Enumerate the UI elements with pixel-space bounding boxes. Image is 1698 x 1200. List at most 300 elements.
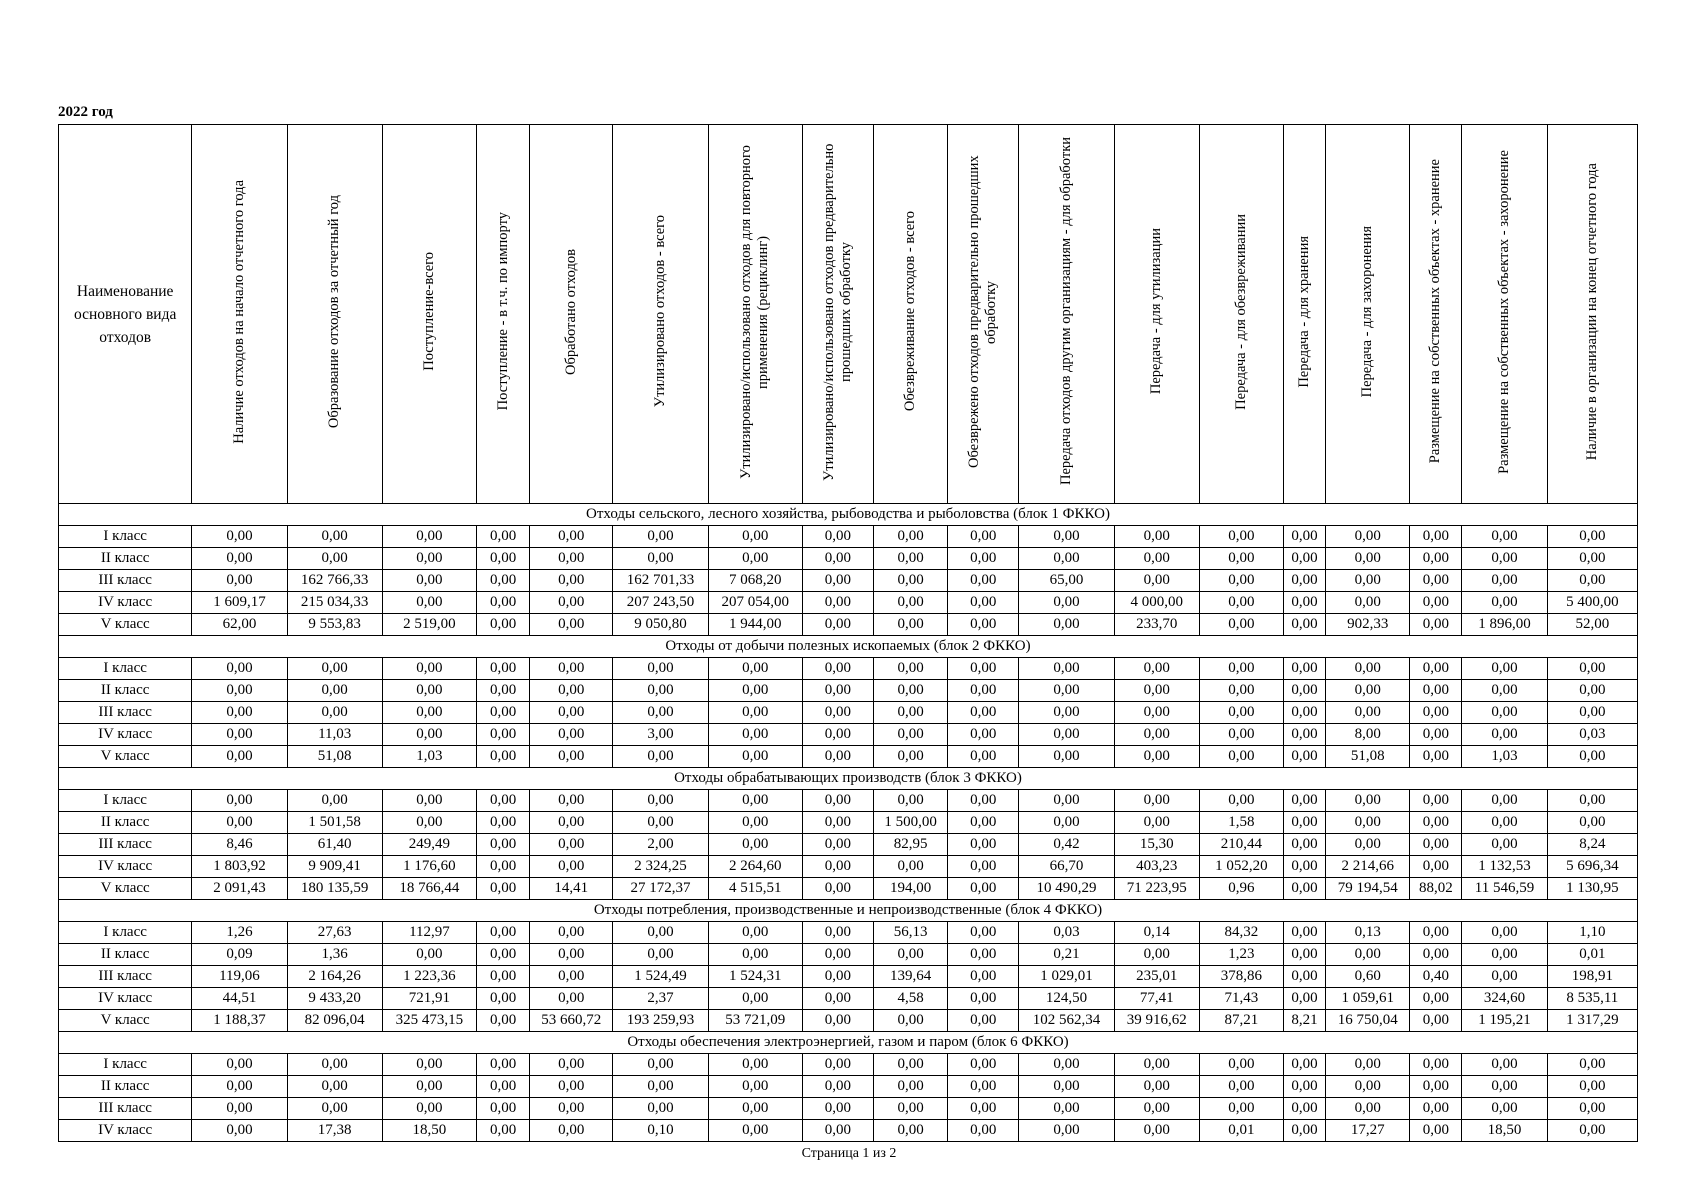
value-cell: 0,00 xyxy=(1462,922,1547,944)
value-cell: 1 029,01 xyxy=(1019,966,1114,988)
value-cell: 0,00 xyxy=(1410,834,1462,856)
value-cell: 0,00 xyxy=(1462,790,1547,812)
value-cell: 0,00 xyxy=(613,746,708,768)
value-cell: 0,03 xyxy=(1019,922,1114,944)
waste-class-cell: V класс xyxy=(59,1010,192,1032)
waste-class-cell: II класс xyxy=(59,1076,192,1098)
value-cell: 0,40 xyxy=(1410,966,1462,988)
value-cell: 0,00 xyxy=(287,658,382,680)
value-cell: 194,00 xyxy=(874,878,948,900)
value-cell: 721,91 xyxy=(382,988,476,1010)
value-cell: 902,33 xyxy=(1326,614,1410,636)
value-cell: 0,00 xyxy=(530,526,613,548)
value-cell: 0,00 xyxy=(1019,1120,1114,1142)
waste-class-cell: II класс xyxy=(59,944,192,966)
value-cell: 0,00 xyxy=(192,1054,287,1076)
value-cell: 0,00 xyxy=(1019,614,1114,636)
value-cell: 0,00 xyxy=(874,746,948,768)
value-cell: 71 223,95 xyxy=(1114,878,1199,900)
value-cell: 0,00 xyxy=(948,966,1019,988)
value-cell: 4 000,00 xyxy=(1114,592,1199,614)
value-cell: 235,01 xyxy=(1114,966,1199,988)
value-cell: 0,00 xyxy=(382,1076,476,1098)
value-cell: 0,00 xyxy=(1410,592,1462,614)
value-cell: 0,00 xyxy=(192,702,287,724)
value-cell: 0,00 xyxy=(874,856,948,878)
value-cell: 0,00 xyxy=(477,746,530,768)
value-cell: 0,00 xyxy=(613,526,708,548)
value-cell: 0,00 xyxy=(613,812,708,834)
value-cell: 0,00 xyxy=(948,680,1019,702)
value-cell: 0,00 xyxy=(1284,1098,1326,1120)
value-cell: 0,00 xyxy=(1199,790,1283,812)
header-waste-type: Наименование основного вида отходов xyxy=(59,125,192,504)
value-cell: 0,00 xyxy=(1114,724,1199,746)
value-cell: 1 195,21 xyxy=(1462,1010,1547,1032)
header-label: Обезврежено отходов предварительно прошедших обработку xyxy=(966,155,1000,468)
value-cell: 9 050,80 xyxy=(613,614,708,636)
value-cell: 119,06 xyxy=(192,966,287,988)
value-cell: 0,00 xyxy=(802,592,873,614)
waste-class-cell: III класс xyxy=(59,702,192,724)
value-cell: 8 535,11 xyxy=(1547,988,1637,1010)
value-cell: 0,00 xyxy=(802,944,873,966)
table-row xyxy=(59,922,1638,944)
header-col-12 xyxy=(1114,125,1199,504)
waste-class-cell: I класс xyxy=(59,658,192,680)
value-cell: 0,00 xyxy=(382,680,476,702)
value-cell: 77,41 xyxy=(1114,988,1199,1010)
value-cell: 2 324,25 xyxy=(613,856,708,878)
value-cell: 1 896,00 xyxy=(1462,614,1547,636)
value-cell: 0,00 xyxy=(708,988,802,1010)
value-cell: 0,00 xyxy=(613,1076,708,1098)
value-cell: 0,00 xyxy=(613,658,708,680)
value-cell: 14,41 xyxy=(530,878,613,900)
value-cell: 0,00 xyxy=(477,988,530,1010)
value-cell: 0,00 xyxy=(1284,834,1326,856)
value-cell: 0,00 xyxy=(477,1098,530,1120)
value-cell: 0,00 xyxy=(874,944,948,966)
section-title: Отходы от добычи полезных ископаемых (блок 2 ФККО) xyxy=(59,636,1638,658)
value-cell: 0,00 xyxy=(1284,966,1326,988)
section-title: Отходы обрабатывающих производств (блок 3 ФККО) xyxy=(59,768,1638,790)
section-title: Отходы обеспечения электроэнергией, газом и паром (блок 6 ФККО) xyxy=(59,1032,1638,1054)
table-row xyxy=(59,1076,1638,1098)
value-cell: 0,00 xyxy=(1547,702,1637,724)
value-cell: 0,00 xyxy=(1462,1098,1547,1120)
header-label: Поступление-всего xyxy=(420,252,437,371)
value-cell: 0,00 xyxy=(1547,1120,1637,1142)
value-cell: 0,00 xyxy=(708,746,802,768)
table-row xyxy=(59,834,1638,856)
value-cell: 0,00 xyxy=(1019,680,1114,702)
value-cell: 102 562,34 xyxy=(1019,1010,1114,1032)
value-cell: 0,00 xyxy=(1326,702,1410,724)
value-cell: 1 944,00 xyxy=(708,614,802,636)
header-col-10 xyxy=(948,125,1019,504)
value-cell: 0,00 xyxy=(1019,1098,1114,1120)
value-cell: 65,00 xyxy=(1019,570,1114,592)
table-row xyxy=(59,680,1638,702)
value-cell: 193 259,93 xyxy=(613,1010,708,1032)
header-col-6 xyxy=(613,125,708,504)
value-cell: 18,50 xyxy=(382,1120,476,1142)
value-cell: 27,63 xyxy=(287,922,382,944)
report-year: 2022 год xyxy=(58,104,113,120)
section-title: Отходы потребления, производственные и непроизводственные (блок 4 ФККО) xyxy=(59,900,1638,922)
header-col-17 xyxy=(1462,125,1547,504)
header-col-8 xyxy=(802,125,873,504)
value-cell: 0,00 xyxy=(802,922,873,944)
value-cell: 17,27 xyxy=(1326,1120,1410,1142)
value-cell: 0,00 xyxy=(1019,1054,1114,1076)
value-cell: 0,00 xyxy=(948,614,1019,636)
value-cell: 0,00 xyxy=(1199,724,1283,746)
value-cell: 0,00 xyxy=(530,1098,613,1120)
value-cell: 0,00 xyxy=(530,966,613,988)
header-label: Передача - для захоронения xyxy=(1359,225,1376,398)
value-cell: 0,00 xyxy=(477,878,530,900)
value-cell: 0,00 xyxy=(1284,922,1326,944)
value-cell: 62,00 xyxy=(192,614,287,636)
value-cell: 215 034,33 xyxy=(287,592,382,614)
value-cell: 0,00 xyxy=(1410,658,1462,680)
header-label: Обезвреживание отходов - всего xyxy=(902,211,919,412)
value-cell: 1 223,36 xyxy=(382,966,476,988)
value-cell: 0,00 xyxy=(874,1054,948,1076)
value-cell: 0,00 xyxy=(802,746,873,768)
waste-class-cell: V класс xyxy=(59,614,192,636)
value-cell: 0,00 xyxy=(1410,790,1462,812)
waste-class-cell: III класс xyxy=(59,570,192,592)
value-cell: 0,00 xyxy=(1114,658,1199,680)
table-row xyxy=(59,526,1638,548)
value-cell: 0,00 xyxy=(1326,812,1410,834)
value-cell: 0,00 xyxy=(1114,548,1199,570)
value-cell: 0,00 xyxy=(1462,1076,1547,1098)
value-cell: 3,00 xyxy=(613,724,708,746)
section-header-row xyxy=(59,636,1638,658)
value-cell: 51,08 xyxy=(287,746,382,768)
value-cell: 0,00 xyxy=(1326,1076,1410,1098)
value-cell: 139,64 xyxy=(874,966,948,988)
value-cell: 0,00 xyxy=(874,1098,948,1120)
value-cell: 18,50 xyxy=(1462,1120,1547,1142)
value-cell: 1,58 xyxy=(1199,812,1283,834)
value-cell: 0,00 xyxy=(1284,944,1326,966)
value-cell: 180 135,59 xyxy=(287,878,382,900)
value-cell: 0,00 xyxy=(477,790,530,812)
value-cell: 0,00 xyxy=(802,702,873,724)
header-label: Утилизировано/использовано отходов для повторного применения (рециклинг) xyxy=(738,144,772,479)
value-cell: 0,00 xyxy=(948,1120,1019,1142)
value-cell: 0,00 xyxy=(1326,790,1410,812)
value-cell: 0,00 xyxy=(382,944,476,966)
value-cell: 0,00 xyxy=(1114,570,1199,592)
value-cell: 0,00 xyxy=(192,746,287,768)
header-label: Образование отходов за отчетный год xyxy=(326,194,343,429)
value-cell: 0,00 xyxy=(1326,680,1410,702)
value-cell: 84,32 xyxy=(1199,922,1283,944)
value-cell: 0,09 xyxy=(192,944,287,966)
table-row xyxy=(59,790,1638,812)
value-cell: 0,00 xyxy=(1410,1076,1462,1098)
value-cell: 0,00 xyxy=(192,1120,287,1142)
value-cell: 1 132,53 xyxy=(1462,856,1547,878)
value-cell: 0,00 xyxy=(1284,702,1326,724)
value-cell: 82 096,04 xyxy=(287,1010,382,1032)
table-row xyxy=(59,658,1638,680)
value-cell: 0,00 xyxy=(287,548,382,570)
value-cell: 124,50 xyxy=(1019,988,1114,1010)
value-cell: 0,00 xyxy=(477,966,530,988)
value-cell: 0,00 xyxy=(530,746,613,768)
waste-class-cell: I класс xyxy=(59,922,192,944)
value-cell: 0,00 xyxy=(1284,1120,1326,1142)
value-cell: 0,00 xyxy=(1114,812,1199,834)
value-cell: 0,00 xyxy=(382,570,476,592)
value-cell: 79 194,54 xyxy=(1326,878,1410,900)
value-cell: 88,02 xyxy=(1410,878,1462,900)
value-cell: 0,00 xyxy=(1114,746,1199,768)
value-cell: 1 052,20 xyxy=(1199,856,1283,878)
value-cell: 0,03 xyxy=(1547,724,1637,746)
waste-class-cell: II класс xyxy=(59,812,192,834)
value-cell: 403,23 xyxy=(1114,856,1199,878)
value-cell: 2,37 xyxy=(613,988,708,1010)
value-cell: 0,00 xyxy=(708,702,802,724)
table-row xyxy=(59,856,1638,878)
value-cell: 0,00 xyxy=(192,1076,287,1098)
value-cell: 0,00 xyxy=(613,1098,708,1120)
value-cell: 0,00 xyxy=(1199,1054,1283,1076)
value-cell: 0,00 xyxy=(1199,1098,1283,1120)
value-cell: 0,00 xyxy=(1019,548,1114,570)
value-cell: 0,00 xyxy=(1326,592,1410,614)
value-cell: 0,00 xyxy=(613,944,708,966)
value-cell: 52,00 xyxy=(1547,614,1637,636)
value-cell: 0,42 xyxy=(1019,834,1114,856)
value-cell: 0,00 xyxy=(874,614,948,636)
waste-class-cell: I класс xyxy=(59,1054,192,1076)
value-cell: 0,00 xyxy=(708,658,802,680)
value-cell: 0,00 xyxy=(1284,1054,1326,1076)
value-cell: 1 317,29 xyxy=(1547,1010,1637,1032)
value-cell: 1 500,00 xyxy=(874,812,948,834)
value-cell: 9 909,41 xyxy=(287,856,382,878)
value-cell: 0,00 xyxy=(530,1054,613,1076)
value-cell: 0,00 xyxy=(802,526,873,548)
value-cell: 0,00 xyxy=(708,526,802,548)
value-cell: 0,60 xyxy=(1326,966,1410,988)
value-cell: 0,00 xyxy=(1284,856,1326,878)
value-cell: 27 172,37 xyxy=(613,878,708,900)
value-cell: 0,00 xyxy=(530,790,613,812)
value-cell: 0,00 xyxy=(477,526,530,548)
value-cell: 0,00 xyxy=(874,680,948,702)
value-cell: 0,00 xyxy=(802,878,873,900)
value-cell: 0,00 xyxy=(708,1120,802,1142)
value-cell: 0,00 xyxy=(1284,614,1326,636)
value-cell: 0,00 xyxy=(1410,1098,1462,1120)
value-cell: 0,00 xyxy=(874,790,948,812)
header-col-15 xyxy=(1326,125,1410,504)
value-cell: 0,00 xyxy=(802,1076,873,1098)
value-cell: 0,00 xyxy=(530,702,613,724)
value-cell: 162 766,33 xyxy=(287,570,382,592)
value-cell: 0,00 xyxy=(1410,812,1462,834)
value-cell: 1,36 xyxy=(287,944,382,966)
header-label: Утилизировано/использовано отходов предварительно прошедших обработку xyxy=(820,142,854,481)
value-cell: 0,00 xyxy=(1462,812,1547,834)
value-cell: 11,03 xyxy=(287,724,382,746)
value-cell: 1,03 xyxy=(1462,746,1547,768)
value-cell: 0,00 xyxy=(1284,724,1326,746)
value-cell: 0,00 xyxy=(477,570,530,592)
value-cell: 0,00 xyxy=(1326,1098,1410,1120)
header-col-9 xyxy=(874,125,948,504)
value-cell: 0,00 xyxy=(708,680,802,702)
table-row xyxy=(59,966,1638,988)
value-cell: 0,00 xyxy=(1462,570,1547,592)
value-cell: 0,00 xyxy=(287,1076,382,1098)
value-cell: 0,00 xyxy=(948,1054,1019,1076)
value-cell: 53 660,72 xyxy=(530,1010,613,1032)
value-cell: 0,00 xyxy=(802,966,873,988)
value-cell: 0,00 xyxy=(477,658,530,680)
value-cell: 0,00 xyxy=(708,1098,802,1120)
header-col-14 xyxy=(1284,125,1326,504)
value-cell: 0,00 xyxy=(530,570,613,592)
value-cell: 0,00 xyxy=(1462,548,1547,570)
value-cell: 4 515,51 xyxy=(708,878,802,900)
value-cell: 44,51 xyxy=(192,988,287,1010)
value-cell: 0,00 xyxy=(1462,724,1547,746)
section-title: Отходы сельского, лесного хозяйства, рыбоводства и рыболовства (блок 1 ФККО) xyxy=(59,504,1638,526)
header-label: Передача - для хранения xyxy=(1296,235,1313,388)
value-cell: 39 916,62 xyxy=(1114,1010,1199,1032)
value-cell: 0,00 xyxy=(530,592,613,614)
value-cell: 1 609,17 xyxy=(192,592,287,614)
value-cell: 82,95 xyxy=(874,834,948,856)
table-row xyxy=(59,592,1638,614)
value-cell: 0,21 xyxy=(1019,944,1114,966)
waste-class-cell: IV класс xyxy=(59,724,192,746)
value-cell: 198,91 xyxy=(1547,966,1637,988)
header-col-2 xyxy=(287,125,382,504)
value-cell: 0,00 xyxy=(802,856,873,878)
value-cell: 1 059,61 xyxy=(1326,988,1410,1010)
value-cell: 0,00 xyxy=(948,834,1019,856)
value-cell: 5 400,00 xyxy=(1547,592,1637,614)
value-cell: 0,00 xyxy=(948,526,1019,548)
value-cell: 0,13 xyxy=(1326,922,1410,944)
value-cell: 7 068,20 xyxy=(708,570,802,592)
value-cell: 0,00 xyxy=(1199,592,1283,614)
value-cell: 0,00 xyxy=(948,702,1019,724)
value-cell: 0,00 xyxy=(1284,680,1326,702)
value-cell: 0,00 xyxy=(1326,944,1410,966)
value-cell: 2 519,00 xyxy=(382,614,476,636)
value-cell: 0,00 xyxy=(382,548,476,570)
value-cell: 0,00 xyxy=(1114,680,1199,702)
value-cell: 0,00 xyxy=(948,790,1019,812)
value-cell: 0,00 xyxy=(477,702,530,724)
value-cell: 0,00 xyxy=(530,856,613,878)
value-cell: 0,00 xyxy=(874,570,948,592)
value-cell: 0,00 xyxy=(1410,702,1462,724)
value-cell: 0,00 xyxy=(874,658,948,680)
value-cell: 0,00 xyxy=(1547,680,1637,702)
value-cell: 0,00 xyxy=(948,658,1019,680)
value-cell: 0,00 xyxy=(1019,1076,1114,1098)
table-row xyxy=(59,614,1638,636)
value-cell: 0,00 xyxy=(1462,966,1547,988)
value-cell: 0,00 xyxy=(1284,790,1326,812)
value-cell: 0,00 xyxy=(530,1076,613,1098)
value-cell: 0,00 xyxy=(530,724,613,746)
value-cell: 9 433,20 xyxy=(287,988,382,1010)
value-cell: 112,97 xyxy=(382,922,476,944)
header-label: Наличие отходов на начало отчетного года xyxy=(230,179,247,444)
value-cell: 0,00 xyxy=(477,724,530,746)
value-cell: 0,00 xyxy=(530,834,613,856)
table-row xyxy=(59,548,1638,570)
header-label: Поступление - в т.ч. по импорту xyxy=(494,212,511,411)
value-cell: 0,00 xyxy=(613,702,708,724)
value-cell: 0,00 xyxy=(1199,570,1283,592)
value-cell: 1,23 xyxy=(1199,944,1283,966)
value-cell: 0,00 xyxy=(1410,680,1462,702)
value-cell: 0,00 xyxy=(1199,526,1283,548)
section-header-row xyxy=(59,900,1638,922)
waste-class-cell: III класс xyxy=(59,966,192,988)
value-cell: 0,00 xyxy=(802,1054,873,1076)
value-cell: 0,14 xyxy=(1114,922,1199,944)
value-cell: 0,00 xyxy=(530,614,613,636)
value-cell: 0,00 xyxy=(708,1076,802,1098)
value-cell: 0,00 xyxy=(477,812,530,834)
value-cell: 0,00 xyxy=(1199,548,1283,570)
value-cell: 0,00 xyxy=(1199,658,1283,680)
value-cell: 0,00 xyxy=(1114,702,1199,724)
value-cell: 0,00 xyxy=(530,1120,613,1142)
value-cell: 0,00 xyxy=(1284,548,1326,570)
header-col-3 xyxy=(382,125,476,504)
value-cell: 207 243,50 xyxy=(613,592,708,614)
value-cell: 0,00 xyxy=(1462,592,1547,614)
value-cell: 0,00 xyxy=(1410,526,1462,548)
value-cell: 10 490,29 xyxy=(1019,878,1114,900)
value-cell: 0,00 xyxy=(948,1098,1019,1120)
table-row xyxy=(59,1054,1638,1076)
value-cell: 0,00 xyxy=(1547,746,1637,768)
table-row xyxy=(59,944,1638,966)
value-cell: 0,00 xyxy=(1114,790,1199,812)
value-cell: 378,86 xyxy=(1199,966,1283,988)
value-cell: 162 701,33 xyxy=(613,570,708,592)
value-cell: 0,00 xyxy=(1462,944,1547,966)
header-col-5 xyxy=(530,125,613,504)
value-cell: 0,00 xyxy=(1284,746,1326,768)
header-label: Размещение на собственных объектах - захоронение xyxy=(1496,149,1513,474)
value-cell: 1 176,60 xyxy=(382,856,476,878)
value-cell: 0,00 xyxy=(477,1120,530,1142)
value-cell: 0,00 xyxy=(948,724,1019,746)
header-label: Наличие в организации на конец отчетного года xyxy=(1583,162,1600,461)
waste-report-table xyxy=(58,124,1638,1142)
